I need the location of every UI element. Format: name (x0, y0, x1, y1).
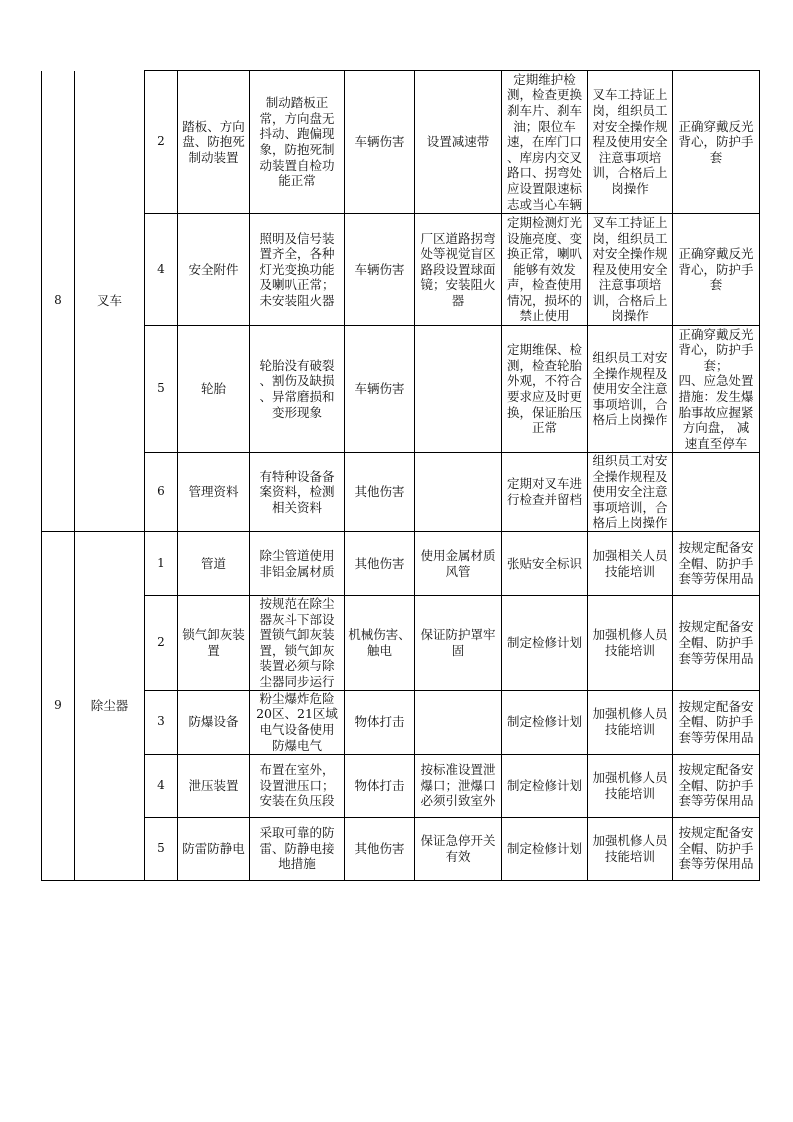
check-item: 防雷防静电 (178, 817, 250, 880)
training-measure: 加强相关人员 技能培训 (588, 532, 673, 596)
management-measure: 定期对叉车进 行检查并留档 (502, 453, 588, 532)
seq-number: 5 (145, 326, 178, 453)
table-row (42, 690, 760, 754)
engineering-measure: 厂区道路拐弯 处等视觉盲区 路段设置球面 镜；安装阻火 器 (415, 214, 502, 326)
hazard-type: 物体打击 (345, 754, 415, 817)
check-standard: 按规范在除尘 器灰斗下部设 置锁气卸灰装 置，锁气卸灰 装置必须与除 尘器同步运行 (250, 596, 345, 691)
ppe-emergency-measure: 按规定配备安 全帽、防护手 套等劳保用品 (673, 532, 760, 596)
equipment-name: 叉车 (75, 71, 145, 532)
management-measure: 制定检修计划 (502, 817, 588, 880)
check-standard: 有特种设备备 案资料，检测 相关资料 (250, 453, 345, 532)
ppe-emergency-measure: 按规定配备安 全帽、防护手 套等劳保用品 (673, 817, 760, 880)
hazard-type: 机械伤害、 触电 (345, 596, 415, 691)
ppe-emergency-measure: 按规定配备安 全帽、防护手 套等劳保用品 (673, 596, 760, 691)
engineering-measure: 使用金属材质 风管 (415, 532, 502, 596)
check-item: 锁气卸灰装 置 (178, 596, 250, 691)
equipment-name: 除尘器 (75, 532, 145, 881)
training-measure: 叉车工持证上 岗，组织员工 对安全操作规 程及使用安全 注意事项培 训，合格后上 岗操作 (588, 71, 673, 214)
training-measure: 加强机修人员 技能培训 (588, 690, 673, 754)
table-row (42, 532, 760, 596)
engineering-measure (415, 690, 502, 754)
check-item: 泄压装置 (178, 754, 250, 817)
hazard-control-table (41, 70, 760, 881)
engineering-measure (415, 326, 502, 453)
training-measure: 加强机修人员 技能培训 (588, 817, 673, 880)
training-measure: 加强机修人员 技能培训 (588, 596, 673, 691)
management-measure: 定期维护检 测，检查更换 刹车片、刹车 油；限位车 速，在库门口 、库房内交叉 路口、拐弯处 应设置限速标 志或当心车辆 (502, 71, 588, 214)
hazard-type: 物体打击 (345, 690, 415, 754)
management-measure: 张贴安全标识 (502, 532, 588, 596)
engineering-measure: 保证防护罩牢 固 (415, 596, 502, 691)
management-measure: 定期维保、检 测，检查轮胎 外观，不符合 要求应及时更 换，保证胎压 正常 (502, 326, 588, 453)
group-number: 9 (42, 532, 75, 881)
seq-number: 4 (145, 754, 178, 817)
management-measure: 制定检修计划 (502, 596, 588, 691)
check-item: 防爆设备 (178, 690, 250, 754)
check-item: 踏板、方向 盘、防抱死 制动装置 (178, 71, 250, 214)
ppe-emergency-measure: 按规定配备安 全帽、防护手 套等劳保用品 (673, 690, 760, 754)
seq-number: 6 (145, 453, 178, 532)
ppe-emergency-measure: 按规定配备安 全帽、防护手 套等劳保用品 (673, 754, 760, 817)
seq-number: 1 (145, 532, 178, 596)
check-standard: 采取可靠的防 雷、防静电接 地措施 (250, 817, 345, 880)
engineering-measure: 保证急停开关 有效 (415, 817, 502, 880)
training-measure: 组织员工对安 全操作规程及 使用安全注意 事项培训，合 格后上岗操作 (588, 326, 673, 453)
engineering-measure (415, 453, 502, 532)
seq-number: 3 (145, 690, 178, 754)
check-standard: 粉尘爆炸危险 20区、21区域 电气设备使用 防爆电气 (250, 690, 345, 754)
hazard-type: 车辆伤害 (345, 214, 415, 326)
training-measure: 叉车工持证上 岗，组织员工 对安全操作规 程及使用安全 注意事项培 训，合格后上 岗操作 (588, 214, 673, 326)
management-measure: 制定检修计划 (502, 754, 588, 817)
table-row (42, 453, 760, 532)
ppe-emergency-measure: 正确穿戴反光 背心，防护手 套； 四、应急处置 措施：发生爆 胎事故应握紧 方向盘， 减 速直至停车 (673, 326, 760, 453)
check-item: 安全附件 (178, 214, 250, 326)
ppe-emergency-measure: 正确穿戴反光 背心，防护手 套 (673, 214, 760, 326)
check-standard: 制动踏板正 常，方向盘无 抖动、跑偏现 象，防抱死制 动装置自检功 能正常 (250, 71, 345, 214)
management-measure: 制定检修计划 (502, 690, 588, 754)
ppe-emergency-measure: 正确穿戴反光 背心，防护手 套 (673, 71, 760, 214)
seq-number: 5 (145, 817, 178, 880)
table-row (42, 596, 760, 691)
training-measure: 加强机修人员 技能培训 (588, 754, 673, 817)
seq-number: 2 (145, 71, 178, 214)
management-measure: 定期检测灯光 设施亮度、变 换正常，喇叭 能够有效发 声，检查使用 情况，损坏的 禁止使用 (502, 214, 588, 326)
seq-number: 4 (145, 214, 178, 326)
check-standard: 布置在室外， 设置泄压口； 安装在负压段 (250, 754, 345, 817)
check-standard: 除尘管道使用 非铝金属材质 (250, 532, 345, 596)
hazard-type: 其他伤害 (345, 532, 415, 596)
engineering-measure: 设置减速带 (415, 71, 502, 214)
hazard-type: 其他伤害 (345, 817, 415, 880)
check-standard: 轮胎没有破裂 、割伤及缺损 、异常磨损和 变形现象 (250, 326, 345, 453)
hazard-type: 车辆伤害 (345, 326, 415, 453)
table-row (42, 817, 760, 880)
check-standard: 照明及信号装 置齐全，各种 灯光变换功能 及喇叭正常； 未安装阻火器 (250, 214, 345, 326)
hazard-type: 车辆伤害 (345, 71, 415, 214)
check-item: 管理资料 (178, 453, 250, 532)
check-item: 轮胎 (178, 326, 250, 453)
table-row (42, 214, 760, 326)
table-row (42, 326, 760, 453)
table-row (42, 754, 760, 817)
seq-number: 2 (145, 596, 178, 691)
hazard-type: 其他伤害 (345, 453, 415, 532)
training-measure: 组织员工对安 全操作规程及 使用安全注意 事项培训，合 格后上岗操作 (588, 453, 673, 532)
table-row (42, 71, 760, 214)
engineering-measure: 按标准设置泄 爆口；泄爆口 必须引致室外 (415, 754, 502, 817)
group-number: 8 (42, 71, 75, 532)
check-item: 管道 (178, 532, 250, 596)
ppe-emergency-measure (673, 453, 760, 532)
